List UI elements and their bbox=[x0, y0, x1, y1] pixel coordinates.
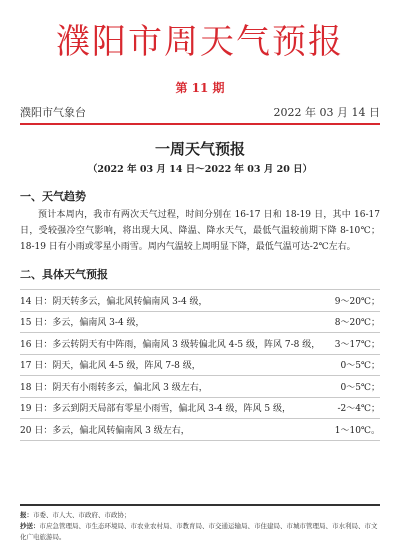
distribution-footer bbox=[20, 504, 380, 543]
day-temperature: 3～17℃； bbox=[334, 339, 380, 350]
day-description: 15 日：多云，偏南风 3-4 级， bbox=[20, 318, 145, 329]
table-row bbox=[20, 376, 380, 398]
cc-line bbox=[20, 521, 380, 543]
day-temperature: -2～4℃； bbox=[337, 404, 380, 415]
day-description: 20 日：多云，偏北风转偏南风 3 级左右， bbox=[20, 425, 190, 436]
table-row bbox=[20, 312, 380, 334]
day-temperature: 0～5℃； bbox=[340, 361, 380, 372]
day-description: 19 日：多云到阴天局部有零星小雨雪，偏北风 3-4 级，阵风 5 级， bbox=[20, 404, 291, 415]
issuing-org: 濮阳市气象台 bbox=[20, 106, 86, 119]
day-description: 14 日：阴天转多云，偏北风转偏南风 3-4 级， bbox=[20, 296, 208, 307]
day-temperature: 0～5℃； bbox=[340, 382, 380, 393]
day-temperature: 9～20℃； bbox=[334, 296, 380, 307]
doc-date-range: （2022 年 03 月 14 日～2022 年 03 月 20 日） bbox=[87, 164, 313, 175]
daily-forecast-table bbox=[20, 289, 380, 441]
day-description: 16 日：多云转阴天有中阵雨，偏南风 3 级转偏北风 4-5 级，阵风 7-8 级， bbox=[20, 339, 321, 350]
table-row bbox=[20, 333, 380, 355]
day-description: 17 日：阴天，偏北风 4-5 级，阵风 7-8 级， bbox=[20, 361, 201, 372]
cc-label: 抄送： bbox=[20, 522, 40, 530]
day-temperature: 1～10℃。 bbox=[334, 425, 380, 436]
meta-row bbox=[20, 106, 380, 120]
section-trend-heading: 一、天气趋势 bbox=[20, 190, 86, 203]
send-recipients: 市委、市人大、市政府、市政协； bbox=[33, 511, 131, 519]
send-label: 报： bbox=[20, 511, 33, 519]
issue-date: 2022 年 03 月 14 日 bbox=[273, 106, 380, 119]
red-divider bbox=[20, 123, 380, 125]
issue-number: 第 11 期 bbox=[175, 81, 225, 95]
day-description: 18 日：阴天有小雨转多云，偏北风 3 级左右， bbox=[20, 382, 208, 393]
send-line bbox=[20, 510, 380, 521]
table-row bbox=[20, 419, 380, 441]
table-row bbox=[20, 355, 380, 377]
cc-recipients: 市应急管理局、市生态环境局、市农业农村局、市教育局、市交通运输局、市住建局、市城市管理局、市水利局、市文化广电旅游局。 bbox=[20, 522, 378, 541]
section-detail-heading: 二、具体天气预报 bbox=[20, 268, 108, 281]
masthead-title: 濮阳市周天气预报 bbox=[56, 22, 344, 62]
table-row bbox=[20, 290, 380, 312]
trend-paragraph: 预计本周内，我市有两次天气过程，时间分别在 16-17 日和 18-19 日，其中 16-17 日，受较强冷空气影响，将出现大风、降温、降水天气，最低气温较前期下降 8-10℃；18-19 日有小雨或零星小雨雪。周内气温较上周明显下降，最低气温可达-2℃左右。 bbox=[20, 210, 380, 252]
table-row bbox=[20, 398, 380, 420]
doc-title: 一周天气预报 bbox=[154, 140, 245, 158]
day-temperature: 8～20℃； bbox=[334, 318, 380, 329]
